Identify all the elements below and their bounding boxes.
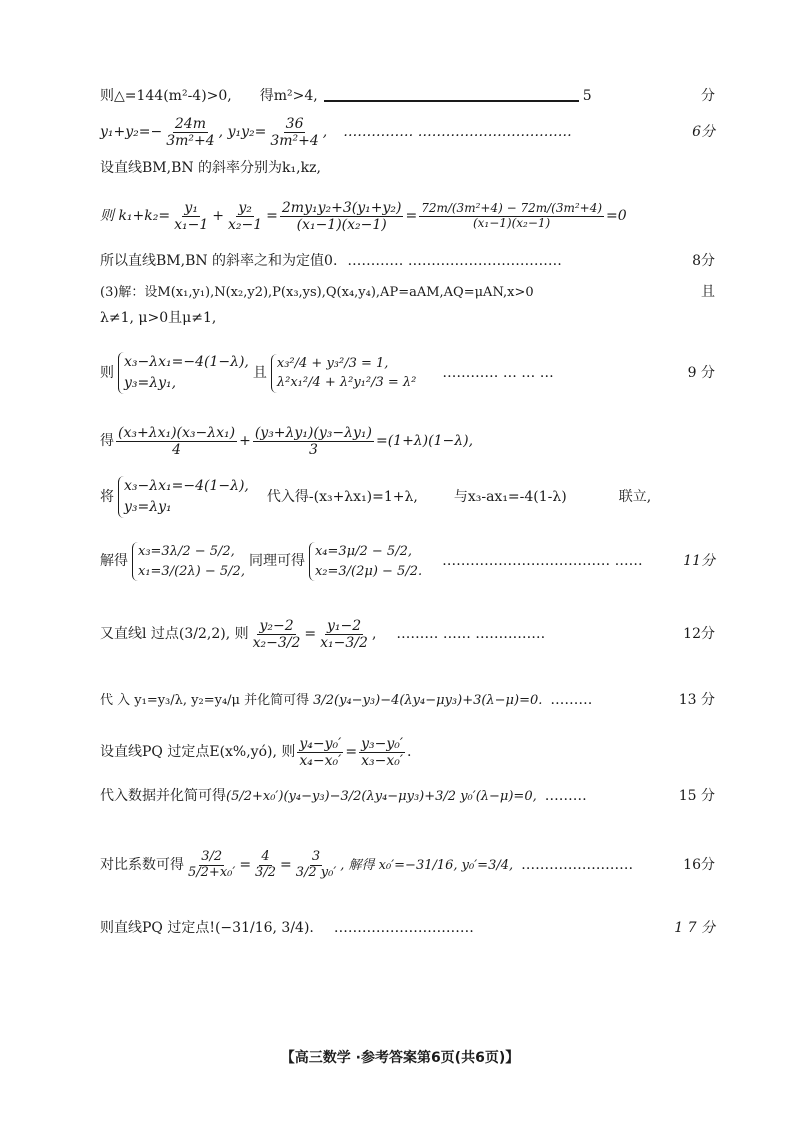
line-12 bbox=[100, 618, 715, 651]
equation-rhs: =(1+λ)(1−λ), bbox=[375, 433, 474, 450]
line-11 bbox=[100, 542, 715, 581]
fraction: $\frac{\text{y₂}}{\text{x₂−1}}$ bbox=[228, 200, 263, 234]
solution-text: , 解得 x₀′=−31/16, y₀′=3/4, bbox=[340, 857, 514, 873]
substitute-text: 代 入 y₁=y₃/λ, y₂=y₄/μ 并化简可得 bbox=[100, 692, 310, 708]
fraction: $\frac{24m}{\text{3m²+4}}$ bbox=[166, 116, 215, 150]
line-17 bbox=[100, 920, 715, 937]
dot-leader: ………… … … … bbox=[442, 364, 554, 381]
fraction: $\frac{3}{\text{3/2 y₀′}}$ bbox=[295, 849, 337, 880]
comma: , bbox=[322, 124, 328, 141]
dot-leader: ………………………… bbox=[333, 920, 474, 936]
equals-zero: =0 bbox=[606, 208, 627, 225]
slope-sum-expr: 则 k₁+k₂= bbox=[100, 208, 171, 225]
slope-definition: 设直线BM,BN 的斜率分别为k₁,kz, bbox=[100, 160, 321, 176]
score-label: 12分 bbox=[683, 626, 715, 643]
part3-setup: (3)解：设M(x₁,y₁),N(x₂,y2),P(x₃,ys),Q(x₄,y₄),AP=aAM,AQ=μAN,x>0 bbox=[100, 284, 534, 300]
line-14 bbox=[100, 736, 715, 769]
fraction: $\frac{3/2}{\text{5/2+x₀′}}$ bbox=[188, 849, 236, 880]
then-text: 则 bbox=[100, 364, 114, 381]
score-label: 11分 bbox=[683, 553, 715, 570]
substitute-data-text: 代入数据并化简可得 bbox=[100, 788, 226, 804]
dot-leader: …………… …………………………… bbox=[343, 124, 572, 141]
fraction: $\frac{36}{\text{3m²+4}}$ bbox=[270, 116, 319, 150]
simplified-equation: (5/2+x₀′)(y₄−y₃)−3/2(λy₄−μy₃)+3/2 y₀′(λ−μ)=0, bbox=[226, 788, 537, 804]
equation-system: x₃²/4 + y₃²/3 = 1, λ²x₁²/4 + λ²y₁²/3 = λ² bbox=[271, 354, 417, 393]
combine-text: 联立, bbox=[618, 488, 652, 505]
score-label: 9 分 bbox=[687, 364, 715, 381]
line-15 bbox=[100, 788, 715, 805]
line-16 bbox=[100, 850, 715, 881]
equals-sign: = bbox=[345, 744, 358, 761]
equation-system: x₃=3λ/2 − 5/2, x₁=3/(2λ) − 5/2, bbox=[132, 542, 245, 581]
underline-rule bbox=[324, 90, 579, 102]
dot-leader: …………………… bbox=[521, 857, 634, 874]
product-expr: , y₁y₂= bbox=[218, 124, 267, 141]
line-4 bbox=[100, 200, 715, 233]
line-2 bbox=[100, 116, 715, 149]
fraction: $\frac{\text{72m/(3m²+4) − 72m/(3m²+4)}}{\text{(x₁−1)(x₂−1)}}$ bbox=[421, 201, 603, 231]
score-label: 8分 bbox=[692, 253, 715, 269]
combine-expr: 与x₃-ax₁=-4(1-λ) bbox=[453, 488, 567, 505]
substitution-result: 代入得-(x₃+λx₁)=1+λ, bbox=[266, 488, 418, 505]
similarly-text: 同理可得 bbox=[248, 553, 305, 570]
score-label: 13 分 bbox=[678, 692, 715, 708]
score-label: 分 bbox=[701, 88, 715, 104]
substitute-text: 将 bbox=[100, 488, 114, 505]
final-conclusion: 则直线PQ 过定点!(−31/16, 3/4). bbox=[100, 920, 314, 936]
score-label: 6分 bbox=[692, 124, 715, 141]
delta-condition: 则△=144(m²-4)>0, bbox=[100, 88, 232, 104]
fraction: $\frac{\text{y₂−2}}{\text{x₂−3/2}}$ bbox=[252, 618, 301, 652]
line-7 bbox=[100, 310, 715, 327]
line-6 bbox=[100, 284, 715, 301]
dot-leader: ……………………………… …… bbox=[442, 553, 643, 570]
period: . bbox=[407, 744, 412, 761]
score-label: 15 分 bbox=[678, 788, 715, 804]
page-footer: 【高三数学 ·参考答案第6页(共6页)】 bbox=[280, 1050, 520, 1066]
simplified-equation: 3/2(y₄−y₃)−4(λy₄−μy₃)+3(λ−μ)=0. bbox=[313, 692, 543, 708]
and-text: 且 bbox=[701, 284, 715, 300]
comma: , bbox=[371, 626, 377, 643]
equation-system: x₃−λx₁=−4(1−λ), y₃=λy₁ bbox=[118, 476, 249, 518]
lambda-mu-condition: λ≠1, μ>0且μ≠1, bbox=[100, 310, 217, 326]
line-1 bbox=[100, 88, 715, 105]
dot-leader: ………… …………………………… bbox=[347, 253, 562, 269]
line-3 bbox=[100, 160, 715, 177]
sum-expr: y₁+y₂=− bbox=[100, 124, 163, 141]
dot-leader: ……… …… …………… bbox=[396, 626, 546, 643]
conclusion-text: 所以直线BM,BN 的斜率之和为定值0. bbox=[100, 253, 338, 269]
score-number: 5 bbox=[582, 88, 592, 104]
fraction: $\frac{\text{y₄−y₀′}}{\text{x₄−x₀′}}$ bbox=[299, 736, 342, 770]
equals-sign: = bbox=[279, 857, 292, 874]
equation-system: x₃−λx₁=−4(1−λ), y₃=λy₁, bbox=[118, 352, 249, 394]
equals-sign: = bbox=[239, 857, 252, 874]
equals-sign: = bbox=[266, 208, 278, 225]
score-label: 16分 bbox=[683, 857, 715, 874]
equals-sign: = bbox=[304, 626, 317, 643]
fraction: $\frac{\text{y₃−y₀′}}{\text{x₃−x₀′}}$ bbox=[361, 736, 404, 770]
m-squared-condition: 得m²>4, bbox=[259, 88, 318, 104]
equals-sign: = bbox=[405, 208, 418, 225]
compare-coefficients-text: 对比系数可得 bbox=[100, 857, 184, 874]
fixed-point-setup: 设直线PQ 过定点E(x%,yó), 则 bbox=[100, 744, 296, 761]
fraction: $\frac{\text{y₁}}{\text{x₁−1}}$ bbox=[174, 200, 209, 234]
line-5 bbox=[100, 253, 715, 270]
plus-sign: + bbox=[239, 433, 251, 450]
and-text: 且 bbox=[252, 364, 267, 381]
fraction: $\frac{4}{3/2}$ bbox=[255, 849, 276, 880]
dot-leader: ……… bbox=[550, 692, 593, 708]
line-10 bbox=[100, 476, 715, 518]
fraction: $\frac{\text{(x₃+λx₁)(x₃−λx₁)}}{4}$ bbox=[118, 425, 236, 459]
fraction: $\frac{\text{y₁−2}}{\text{x₁−3/2}}$ bbox=[320, 618, 368, 652]
line-13 bbox=[100, 692, 715, 709]
equation-system: x₄=3μ/2 − 5/2, x₂=3/(2μ) − 5/2. bbox=[309, 542, 422, 581]
fraction: $\frac{\text{(y₃+λy₁)(y₃−λy₁)}}{3}$ bbox=[254, 425, 372, 459]
line-9 bbox=[100, 425, 715, 458]
solve-text: 解得 bbox=[100, 553, 128, 570]
fraction: $\frac{\text{2my₁y₂+3(y₁+y₂)}}{\text{(x₁−1)(x₂−1)}}$ bbox=[281, 200, 402, 234]
line-through-point: 又直线l 过点(3/2,2), 则 bbox=[100, 626, 249, 643]
line-8 bbox=[100, 352, 715, 394]
plus-sign: + bbox=[212, 208, 224, 225]
score-label: 1 7 分 bbox=[674, 920, 715, 936]
dot-leader: ……… bbox=[544, 788, 587, 804]
derive-text: 得 bbox=[100, 433, 114, 450]
